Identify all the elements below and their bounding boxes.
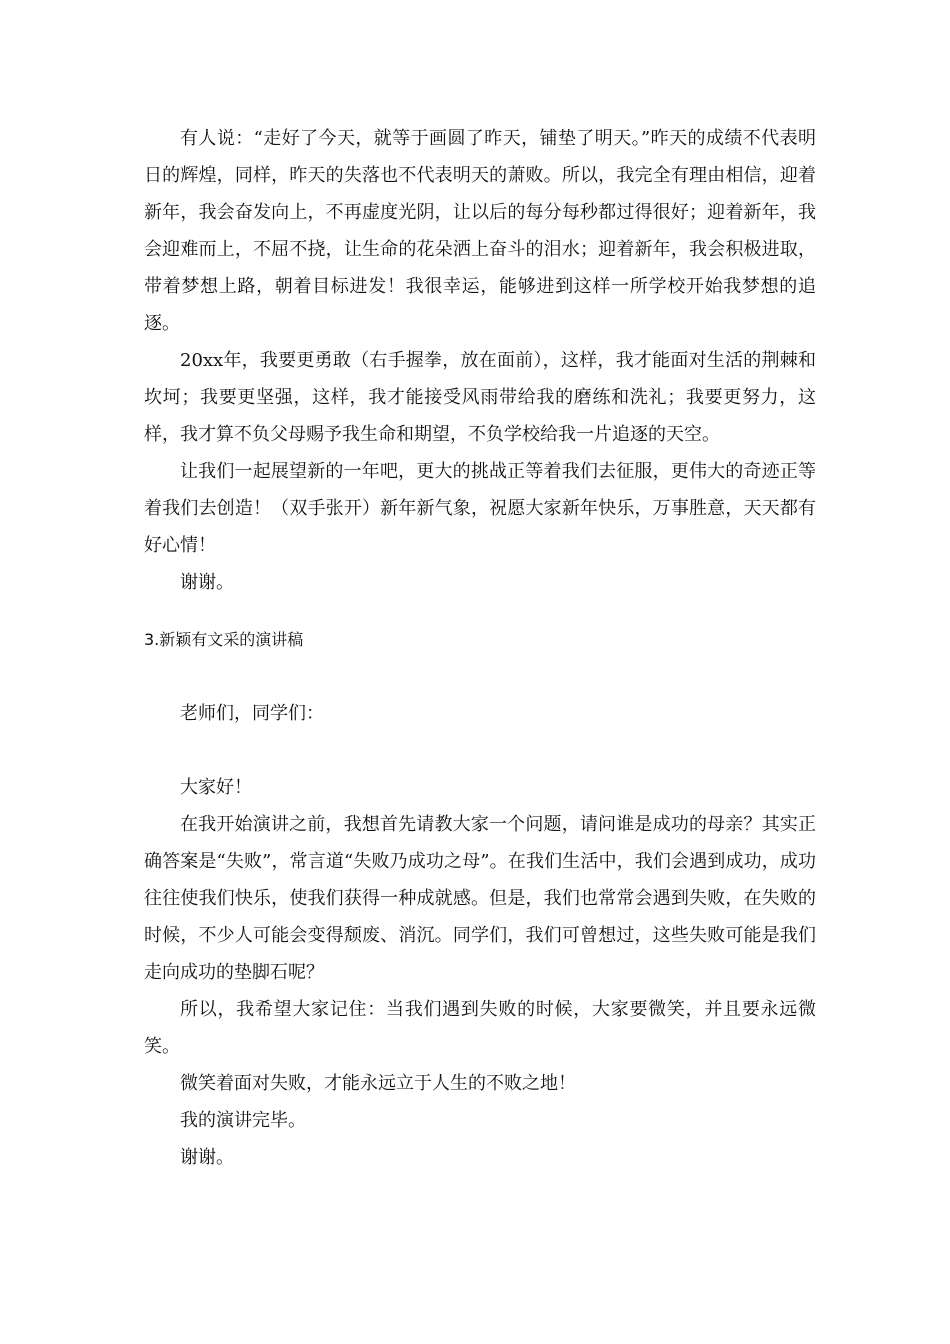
paragraph-thanks-first: 谢谢。 — [180, 572, 234, 593]
salutation: 老师们，同学们： — [180, 703, 324, 724]
paragraph-thanks-second: 谢谢。 — [180, 1147, 234, 1168]
section-heading: 3.新颖有文采的演讲稿 — [144, 630, 304, 649]
spacer — [144, 601, 816, 621]
paragraph-failure-question: 在我开始演讲之前，我想首先请教大家一个问题，请问谁是成功的母亲？其实正确答案是“失败”，常言道“失败乃成功之母”。在我们生活中，我们会遇到成功，成功往往使我们快乐，使我们获得一种成就感。但是，我们也常常会遇到失败，在失败的时候，不少人可能会变得颓废、消沉。同学们，我们可曾想过，这些失败可能是我们走向成功的垫脚石呢？ — [144, 814, 816, 983]
paragraph-new-year-resolutions: 20xx年，我要更勇敢（右手握拳，放在面前），这样，我才能面对生活的荆棘和坎坷；我要更坚强，这样，我才能接受风雨带给我的磨练和洗礼；我要更努力，这样，我才算不负父母赐予我生命和期望，不负学校给我一片追逐的天空。 — [144, 350, 816, 445]
paragraph-new-year-reflection: 有人说：“走好了今天，就等于画圆了昨天，铺垫了明天。”昨天的成绩不代表明日的辉煌，同样，昨天的失落也不代表明天的萧败。所以，我完全有理由相信，迎着新年，我会奋发向上，不再虚度光阴，让以后的每分每秒都过得很好；迎着新年，我会迎难而上，不屈不挠，让生命的花朵洒上奋斗的泪水；迎着新年，我会积极进取，带着梦想上路，朝着目标进发！我很幸运，能够进到这样一所学校开始我梦想的追逐。 — [144, 128, 816, 334]
paragraph-new-year-wishes: 让我们一起展望新的一年吧，更大的挑战正等着我们去征服，更伟大的奇迹正等着我们去创造！（双手张开）新年新气象，祝愿大家新年快乐，万事胜意，天天都有好心情！ — [144, 461, 816, 556]
spacer — [144, 732, 816, 769]
paragraph-speech-end: 我的演讲完毕。 — [180, 1110, 306, 1131]
spacer — [144, 658, 816, 695]
paragraph-smile-conclusion: 微笑着面对失败，才能永远立于人生的不败之地！ — [180, 1073, 576, 1094]
greeting: 大家好！ — [180, 777, 252, 798]
paragraph-smile-advice: 所以，我希望大家记住：当我们遇到失败的时候，大家要微笑，并且要永远微笑。 — [144, 999, 816, 1057]
document-body — [144, 120, 816, 1176]
